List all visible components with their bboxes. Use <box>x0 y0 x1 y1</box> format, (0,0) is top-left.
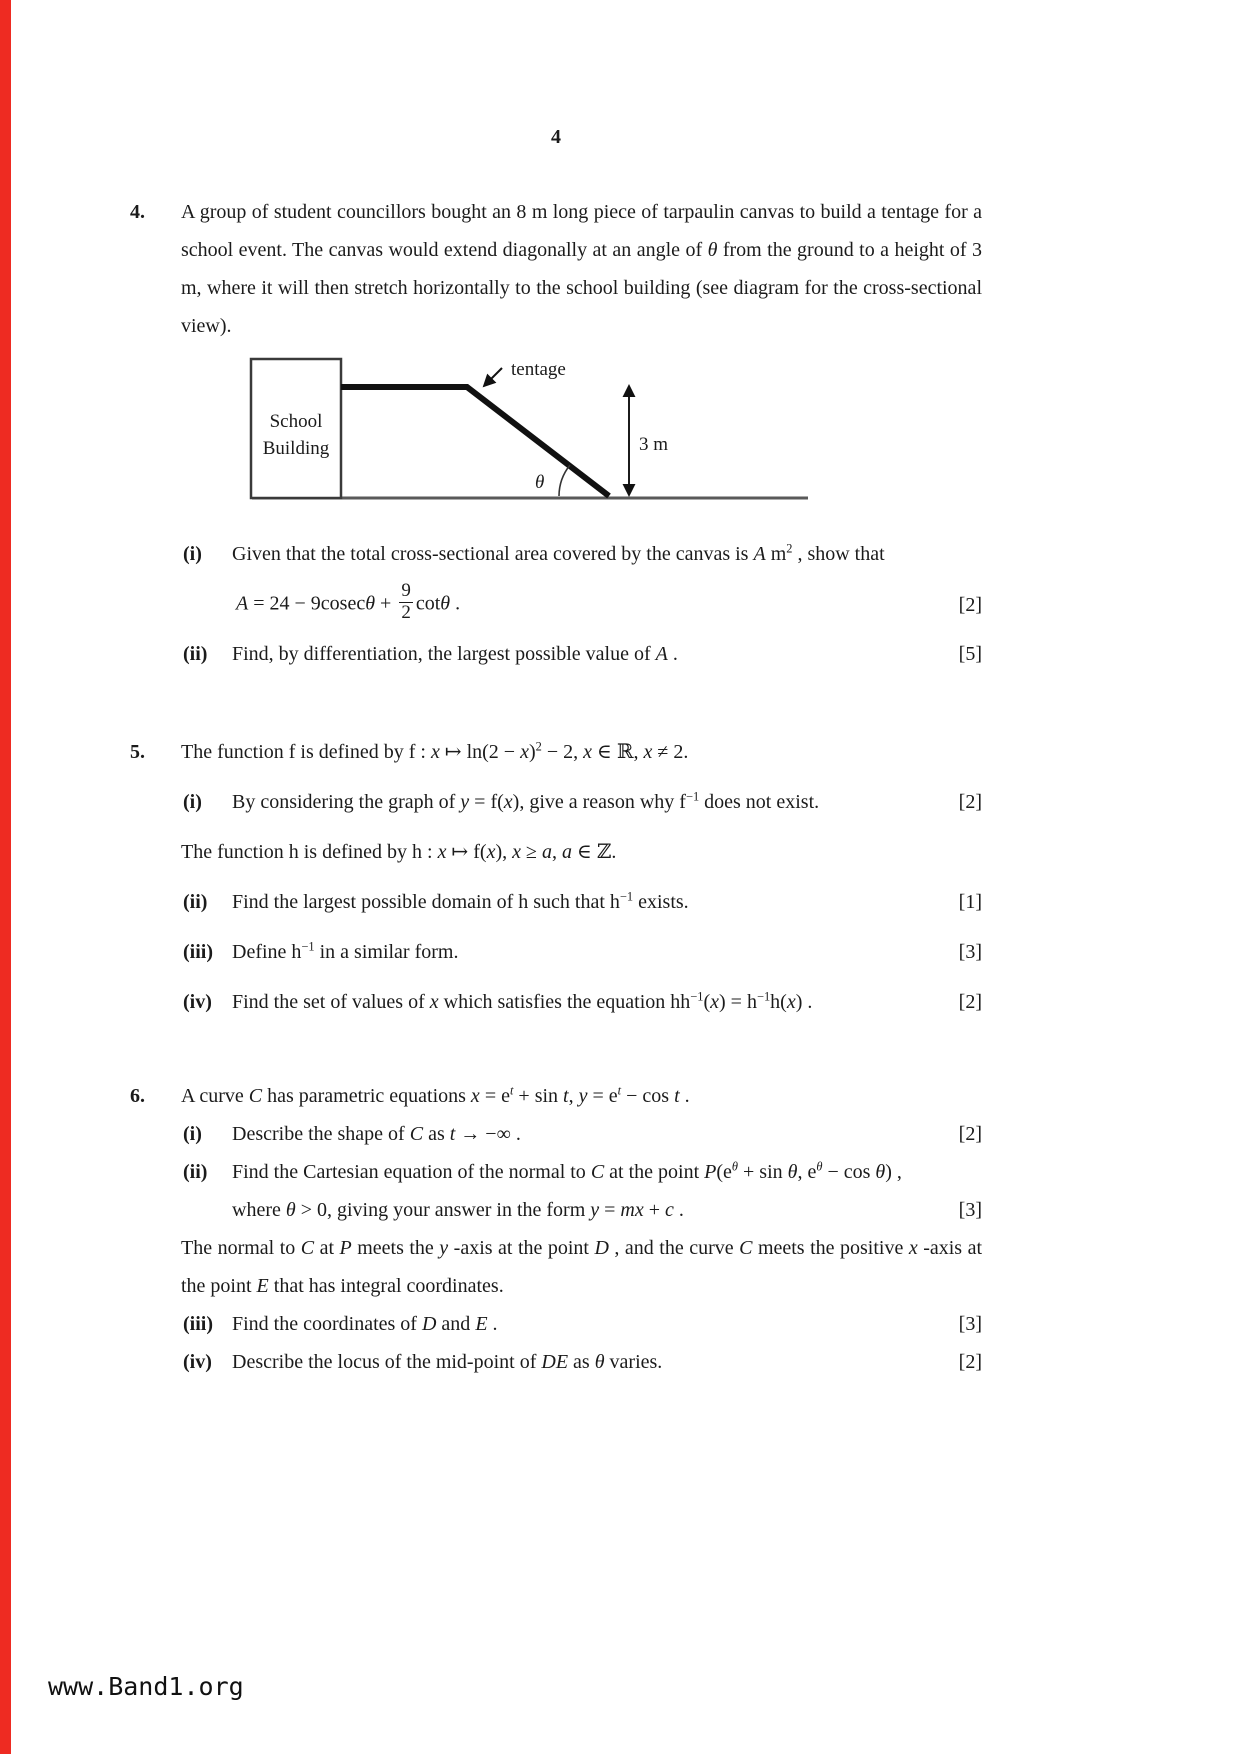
marks-badge: [3] <box>958 1313 982 1335</box>
question-6-normal-paragraph: The normal to C at P meets the y -axis at the point D , and the curve C meets the positive x -axis at the point E that has integral coordinates. <box>181 1237 983 1297</box>
part-text: Find the coordinates of D and E . <box>232 1313 498 1335</box>
part-text: Define $h^{-1}$ in a similar form. <box>232 939 459 963</box>
tentage-diagram <box>130 355 980 515</box>
question-4-part-i-formula-row <box>130 579 982 631</box>
marks-badge: [5] <box>958 643 982 665</box>
question-6 <box>130 1077 982 1381</box>
part-text: Find the largest possible domain of h such that $h^{-1}$ exists. <box>232 889 689 913</box>
tentage-arrow <box>484 368 502 386</box>
angle-theta-label: θ <box>535 472 545 493</box>
question-5-intro: The function f is defined by f : x ↦ $\ln(2 - x)^2 - 2$, x ∈ ℝ, x ≠ 2. <box>181 739 689 763</box>
marks-badge: [1] <box>958 891 982 913</box>
marks-badge: [3] <box>958 941 982 963</box>
part-text: Find the Cartesian equation of the normal to C at the point $P(e^\theta + \sin \theta$, $e^\theta - \cos \theta$) , <box>232 1159 902 1183</box>
part-label: (iv) <box>183 1351 212 1373</box>
part-label: (iii) <box>183 1313 213 1335</box>
area-formula: A = 24 − 9cosecθ + $\frac{9}{2}$ cotθ . <box>236 579 461 623</box>
canvas-line <box>341 387 609 496</box>
marks-badge: [2] <box>958 594 982 616</box>
part-label: (i) <box>183 1123 202 1145</box>
question-5-number: 5. <box>130 741 145 763</box>
question-5-h-intro: The function h is defined by h : x ↦ f(x), x ≥ a, a ∈ ℤ. <box>181 841 617 863</box>
building-label-line1: School <box>269 411 323 432</box>
question-5-part-iii <box>130 933 982 971</box>
question-6-part-ii-line2 <box>130 1191 982 1229</box>
part-text: By considering the graph of y = f(x), give a reason why $f^{-1}$ does not exist. <box>232 789 820 813</box>
question-4-number: 4. <box>130 201 145 223</box>
part-text: where θ > 0, giving your answer in the form y = mx + c . <box>232 1199 684 1221</box>
angle-arc <box>559 465 570 496</box>
part-text: Find, by differentiation, the largest possible value of A . <box>232 643 678 665</box>
part-label: (i) <box>183 543 202 565</box>
question-6-part-i <box>130 1115 982 1153</box>
part-label: (iv) <box>183 991 212 1013</box>
marks-badge: [2] <box>958 1123 982 1145</box>
part-text: Describe the locus of the mid-point of DE as θ varies. <box>232 1351 663 1373</box>
part-text: Given that the total cross-sectional area covered by the canvas is A $m^2$ , show that <box>232 541 885 565</box>
question-4-body: A group of student councillors bought an 8 m long piece of tarpaulin canvas to build a tentage for a school event. The canvas would extend diagonally at an angle of θ from the ground to a height of 3 m, where it will then stretch horizontally to the school building (see diagram for the cross-sectional view). <box>181 201 982 337</box>
footer-url: www.Band1.org <box>48 1672 244 1701</box>
left-edge-strip <box>0 0 11 1754</box>
question-5 <box>130 733 982 1021</box>
page-number: 4 <box>551 126 561 148</box>
part-label: (iii) <box>183 941 213 963</box>
marks-badge: [2] <box>958 791 982 813</box>
part-label: (ii) <box>183 643 208 665</box>
question-4-part-i <box>130 535 982 573</box>
question-4-part-ii <box>130 635 982 673</box>
marks-badge: [2] <box>958 991 982 1013</box>
part-label: (ii) <box>183 1161 208 1183</box>
building-label-line2: Building <box>262 438 330 459</box>
question-6-part-iv <box>130 1343 982 1381</box>
question-5-part-iv <box>130 983 982 1021</box>
question-6-number: 6. <box>130 1085 145 1107</box>
marks-badge: [2] <box>958 1351 982 1373</box>
exam-page <box>130 0 982 1381</box>
question-6-part-iii <box>130 1305 982 1343</box>
question-6-part-ii <box>130 1153 982 1191</box>
tentage-label: tentage <box>511 359 566 380</box>
question-5-part-i <box>130 783 982 821</box>
part-text: Find the set of values of x which satisfies the equation $hh^{-1}(x) = h^{-1}h(x)$ . <box>232 989 813 1013</box>
part-text: Describe the shape of C as t → −∞ . <box>232 1123 521 1145</box>
part-label: (ii) <box>183 891 208 913</box>
question-5-part-ii <box>130 883 982 921</box>
question-6-intro: A curve C has parametric equations $x = e^t + \sin t$, $y = e^t - \cos t$ . <box>181 1083 690 1107</box>
question-4 <box>130 193 982 673</box>
height-label: 3 m <box>639 434 669 455</box>
marks-badge: [3] <box>958 1199 982 1221</box>
part-label: (i) <box>183 791 202 813</box>
